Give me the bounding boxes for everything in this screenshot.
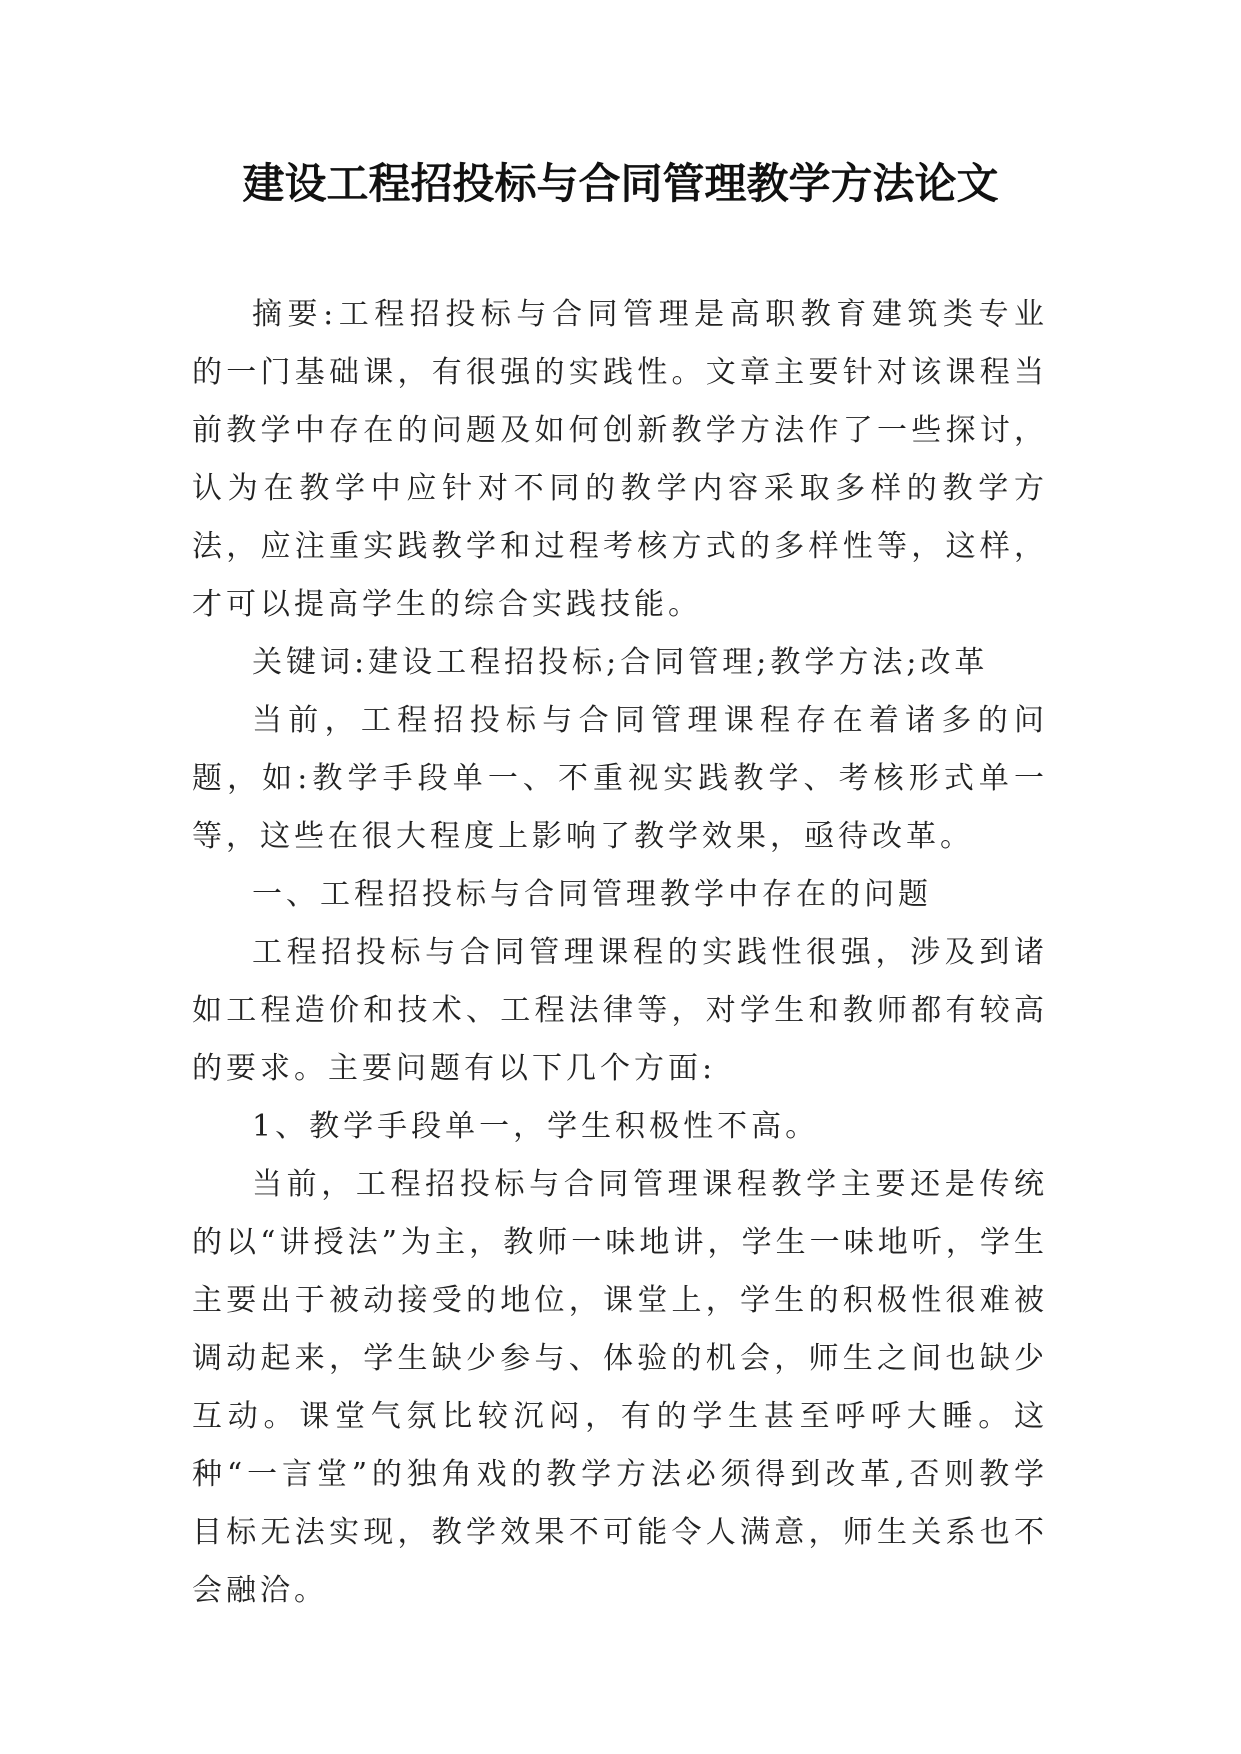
document-body bbox=[192, 286, 1048, 1620]
keywords-paragraph: 关键词:建设工程招投标;合同管理;教学方法;改革 bbox=[252, 645, 989, 680]
body-paragraph: 当前，工程招投标与合同管理课程教学主要还是传统的以“讲授法”为主，教师一味地讲，学生一味地听，学生主要出于被动接受的地位，课堂上，学生的积极性很难被调动起来，学生缺少参与、体验的机会，师生之间也缺少互动。课堂气氛比较沉闷，有的学生甚至呼呼大睡。这种“一言堂”的独角戏的教学方法必须得到改革,否则教学目标无法实现，教学效果不可能令人满意，师生关系也不会融洽。 bbox=[192, 1167, 1048, 1608]
document-title: 建设工程招投标与合同管理教学方法论文 bbox=[242, 159, 999, 208]
abstract-paragraph: 摘要:工程招投标与合同管理是高职教育建筑类专业的一门基础课，有很强的实践性。文章主要针对该课程当前教学中存在的问题及如何创新教学方法作了一些探讨，认为在教学中应针对不同的教学内容采取多样的教学方法，应注重实践教学和过程考核方式的多样性等，这样，才可以提高学生的综合实践技能。 bbox=[192, 297, 1048, 622]
section-intro-paragraph: 工程招投标与合同管理课程的实践性很强，涉及到诸如工程造价和技术、工程法律等，对学生和教师都有较高的要求。主要问题有以下几个方面: bbox=[192, 935, 1048, 1086]
intro-paragraph: 当前，工程招投标与合同管理课程存在着诸多的问题，如:教学手段单一、不重视实践教学、考核形式单一等，这些在很大程度上影响了教学效果，亟待改革。 bbox=[192, 703, 1048, 854]
subsection-heading: 1、教学手段单一，学生积极性不高。 bbox=[252, 1109, 820, 1144]
section-heading: 一、工程招投标与合同管理教学中存在的问题 bbox=[252, 877, 932, 912]
